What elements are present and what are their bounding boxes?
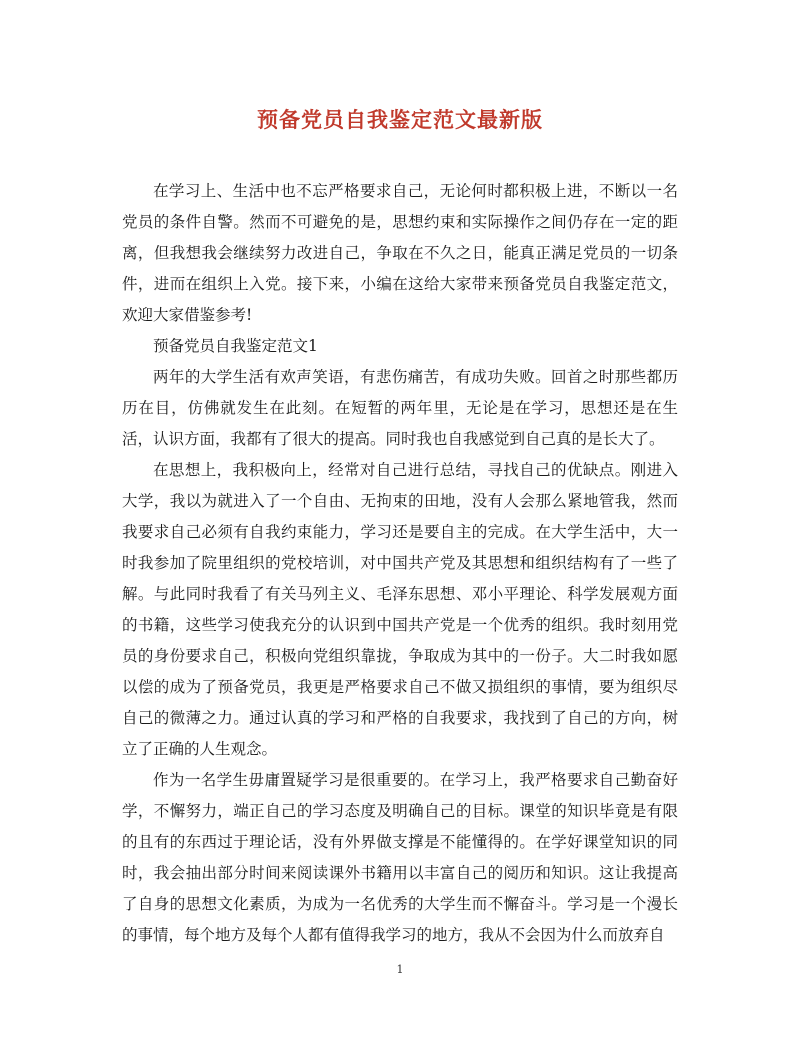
section-heading: 预备党员自我鉴定范文1 (153, 337, 318, 355)
document-body (122, 176, 678, 951)
body-paragraph: 作为一名学生毋庸置疑学习是很重要的。在学习上，我严格要求自己勤奋好学，不懈努力，端正自己的学习态度及明确自己的目标。课堂的知识毕竟是有限的且有的东西过于理论话，没有外界做支撑是不能懂得的。在学好课堂知识的同时，我会抽出部分时间来阅读课外书籍用以丰富自己的阅历和知识。这让我提高了自身的思想文化素质，为成为一名优秀的大学生而不懈奋斗。学习是一个漫长的事情，每个地方及每个人都有值得我学习的地方，我从不会因为什么而放弃自 (122, 771, 678, 944)
body-paragraph: 两年的大学生活有欢声笑语，有悲伤痛苦，有成功失败。回首之时那些都历历在目，仿佛就发生在此刻。在短暂的两年里，无论是在学习，思想还是在生活，认识方面，我都有了很大的提高。同时我也自我感觉到自己真的是长大了。 (122, 368, 678, 448)
intro-paragraph: 在学习上、生活中也不忘严格要求自己，无论何时都积极上进，不断以一名党员的条件自警。然而不可避免的是，思想约束和实际操作之间仍存在一定的距离，但我想我会继续努力改进自己，争取在不久之日，能真正满足党员的一切条件，进而在组织上入党。接下来，小编在这给大家带来预备党员自我鉴定范文，欢迎大家借鉴参考! (122, 182, 678, 324)
body-paragraph: 在思想上，我积极向上，经常对自己进行总结，寻找自己的优缺点。刚进入大学，我以为就进入了一个自由、无拘束的田地，没有人会那么紧地管我，然而我要求自己必须有自我约束能力，学习还是要自主的完成。在大学生活中，大一时我参加了院里组织的党校培训，对中国共产党及其思想和组织结构有了一些了解。与此同时我看了有关马列主义、毛泽东思想、邓小平理论、科学发展观方面的书籍，这些学习使我充分的认识到中国共产党是一个优秀的组织。我时刻用党员的身份要求自己，积极向党组织靠拢，争取成为其中的一份子。大二时我如愿以偿的成为了预备党员，我更是严格要求自己不做又损组织的事情，要为组织尽自己的微薄之力。通过认真的学习和严格的自我要求，我找到了自己的方向，树立了正确的人生观念。 (122, 461, 678, 758)
page-number: 1 (396, 963, 404, 976)
document-title: 预备党员自我鉴定范文最新版 (257, 107, 543, 132)
